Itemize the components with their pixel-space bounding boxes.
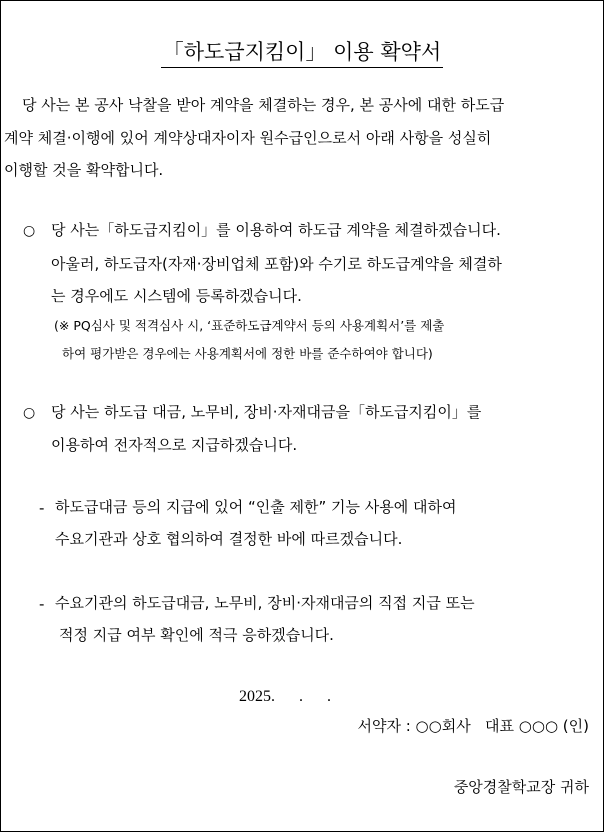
item1-line: 는 경우에도 시스템에 등록하겠습니다. [51, 287, 302, 305]
item1-note-line: (※ PQ심사 및 적격심사 시, ‘표준하도급계약서 등의 사용계획서’를 제출 [54, 318, 445, 333]
bullet-circle: ○ [23, 405, 36, 421]
date-line: 2025. . . [239, 688, 331, 705]
item2-line: 당 사는 하도급 대금, 노무비, 장비·자재대금을「하도급지킴이」를 [51, 403, 482, 421]
dash-mark: - [39, 499, 45, 517]
addressee-line: 중앙경찰학교장 귀하 [453, 778, 589, 796]
dash-mark: - [39, 595, 45, 613]
intro-line: 계약 체결·이행에 있어 계약상대자이자 원수급인으로서 아래 사항을 성실히 [4, 129, 492, 147]
document-title [1, 42, 603, 63]
intro-line: 이행할 것을 확약합니다. [4, 161, 164, 179]
dash2-line: 수요기관의 하도급대금, 노무비, 장비·자재대금의 직접 지급 또는 [55, 594, 475, 612]
item1-line: 당 사는「하도급지킴이」를 이용하여 하도급 계약을 체결하겠습니다. [51, 221, 501, 239]
item2-line: 이용하여 전자적으로 지급하겠습니다. [51, 436, 298, 454]
dash1-line: 하도급대금 등의 지급에 있어 “인출 제한” 기능 사용에 대하여 [55, 498, 457, 516]
dash1-line: 수요기관과 상호 협의하여 결정한 바에 따르겠습니다. [55, 530, 403, 548]
item1-note-line: 하여 평가받은 경우에는 사용계획서에 정한 바를 준수하여야 합니다) [62, 346, 433, 361]
title-text: 「하도급지킴이」 이용 확약서 [161, 40, 444, 68]
dash2-line: 적정 지급 여부 확인에 적극 응하겠습니다. [59, 626, 334, 644]
bullet-circle: ○ [23, 223, 36, 239]
item1-line: 아울러, 하도급자(자재·장비업체 포함)와 수기로 하도급계약을 체결하 [51, 255, 502, 273]
signer-line: 서약자 : ○○회사 대표 ○○○ (인) [357, 717, 589, 735]
intro-line: 당 사는 본 공사 낙찰을 받아 계약을 체결하는 경우, 본 공사에 대한 하도급 [22, 96, 505, 114]
